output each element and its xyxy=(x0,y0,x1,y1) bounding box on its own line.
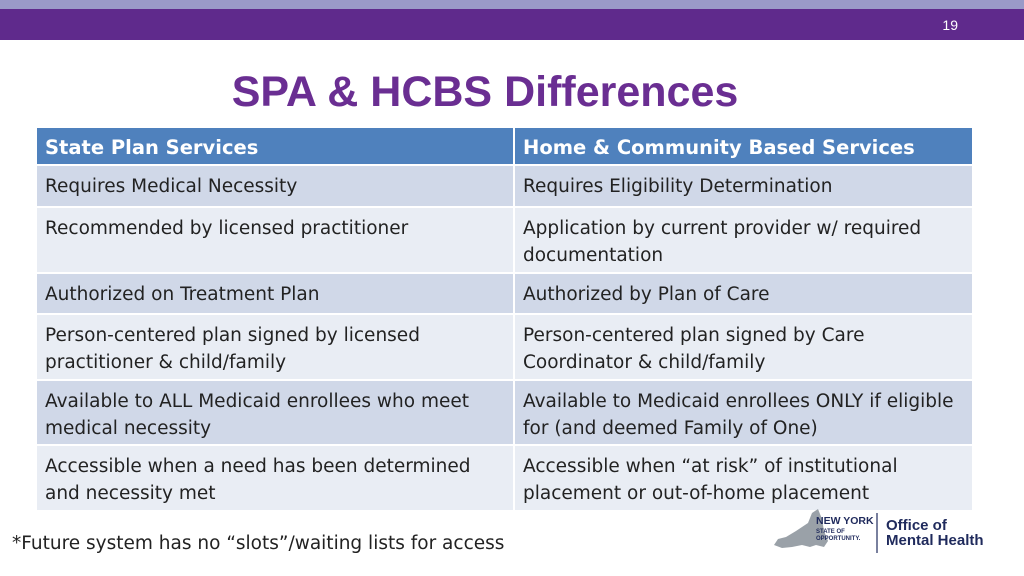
header-band xyxy=(0,9,1024,40)
table-cell-hcbs: Available to Medicaid enrollees ONLY if eligible for (and deemed Family of One) xyxy=(514,380,973,445)
table-cell-spa: Recommended by licensed practitioner xyxy=(36,207,514,273)
comparison-table xyxy=(35,126,974,512)
table-cell-spa: Accessible when a need has been determined and necessity met xyxy=(36,445,514,511)
header-state-plan-services: State Plan Services xyxy=(36,127,514,165)
table-row xyxy=(36,165,973,207)
table-cell-hcbs: Application by current provider w/ required documentation xyxy=(514,207,973,273)
table-header-row xyxy=(36,127,973,165)
omh-logo xyxy=(772,507,994,557)
logo-state-line-1: NEW YORK xyxy=(816,515,874,527)
footnote: *Future system has no “slots”/waiting lists for access xyxy=(12,533,505,554)
table-cell-hcbs: Authorized by Plan of Care xyxy=(514,273,973,314)
table-cell-hcbs: Requires Eligibility Determination xyxy=(514,165,973,207)
table-row xyxy=(36,380,973,445)
table-cell-spa: Authorized on Treatment Plan xyxy=(36,273,514,314)
logo-state-line-2: STATE OF xyxy=(816,529,845,535)
table-row xyxy=(36,314,973,380)
table-cell-spa: Requires Medical Necessity xyxy=(36,165,514,207)
table-cell-hcbs: Person-centered plan signed by Care Coordinator & child/family xyxy=(514,314,973,380)
logo-state-line-3: OPPORTUNITY. xyxy=(816,536,861,542)
logo-office-line-2: Mental Health xyxy=(886,532,984,549)
table-cell-hcbs: Accessible when “at risk” of institutional placement or out-of-home placement xyxy=(514,445,973,511)
logo-office-line-1: Office of xyxy=(886,517,947,534)
top-accent-band xyxy=(0,0,1024,9)
table-cell-spa: Available to ALL Medicaid enrollees who meet medical necessity xyxy=(36,380,514,445)
slide-number: 19 xyxy=(942,17,958,33)
table-cell-spa: Person-centered plan signed by licensed practitioner & child/family xyxy=(36,314,514,380)
table-row xyxy=(36,445,973,511)
table-row xyxy=(36,273,973,314)
slide-title: SPA & HCBS Differences xyxy=(231,68,739,116)
header-hcbs: Home & Community Based Services xyxy=(514,127,973,165)
table-row xyxy=(36,207,973,273)
